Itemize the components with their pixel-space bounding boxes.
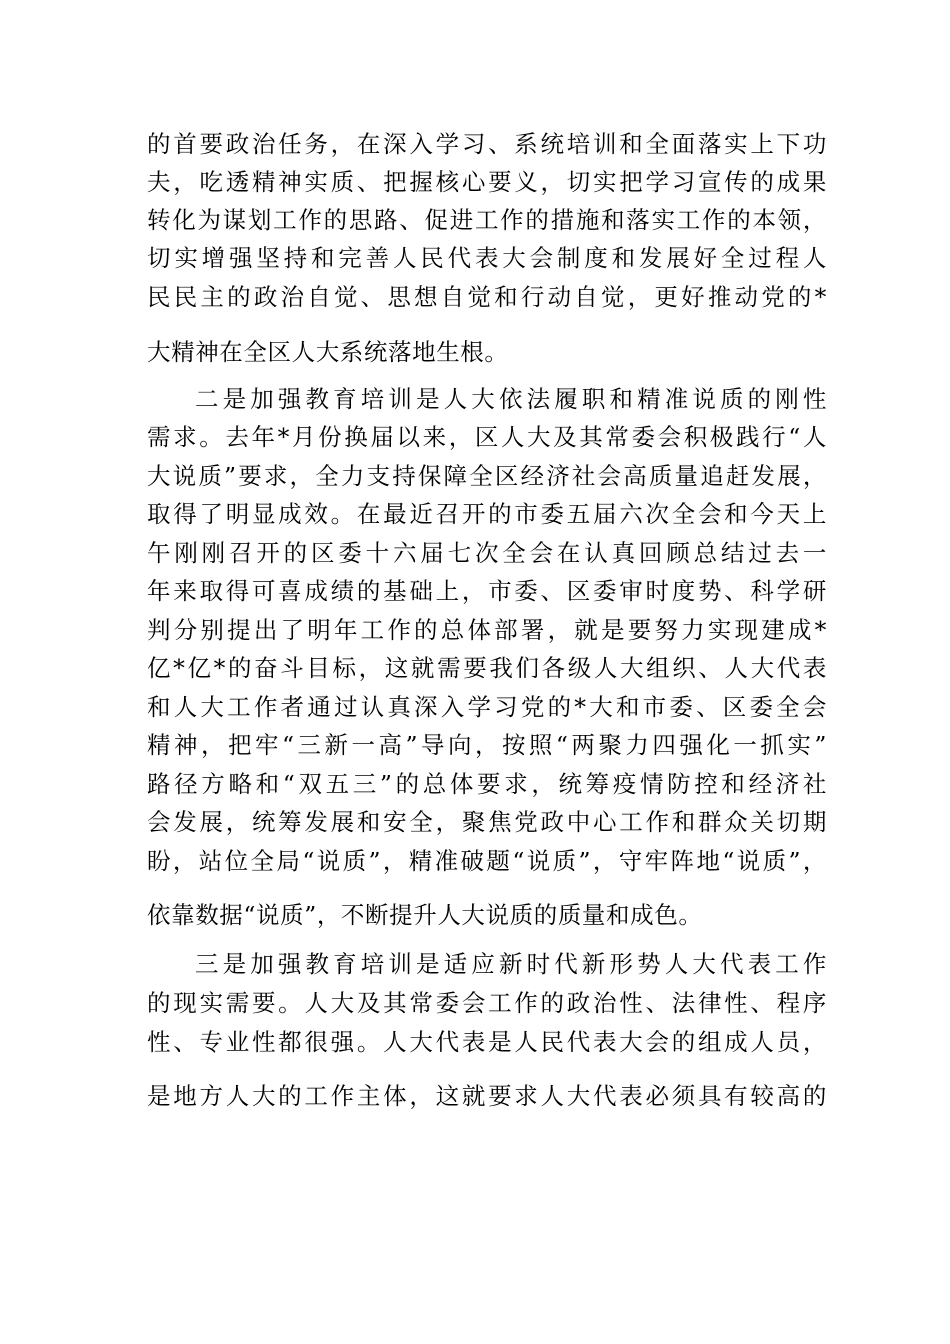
text-line: 大说质”要求，全力支持保障全区经济社会高质量追赶发展， bbox=[147, 462, 827, 490]
paragraph-first-line: 三是加强教育培训是适应新时代新形势人大代表工作 bbox=[195, 950, 827, 978]
text-line: 和人大工作者通过认真深入学习党的*大和市委、区委全会 bbox=[147, 693, 827, 721]
text-line: 大精神在全区人大系统落地生根。 bbox=[147, 338, 509, 366]
text-line: 的首要政治任务，在深入学习、系统培训和全面落实上下功 bbox=[147, 130, 827, 158]
text-line: 取得了明显成效。在最近召开的市委五届六次全会和今天上 bbox=[147, 500, 827, 528]
text-line: 切实增强坚持和完善人民代表大会制度和发展好全过程人 bbox=[147, 244, 827, 272]
text-line: 盼，站位全局“说质”，精准破题“说质”，守牢阵地“说质”， bbox=[147, 847, 827, 875]
paragraph-first-line: 二是加强教育培训是人大依法履职和精准说质的刚性 bbox=[195, 385, 827, 413]
text-line: 夫，吃透精神实质、把握核心要义，切实把学习宣传的成果 bbox=[147, 168, 827, 196]
text-line: 依靠数据“说质”，不断提升人大说质的质量和成色。 bbox=[147, 901, 703, 929]
text-line: 午刚刚召开的区委十六届七次全会在认真回顾总结过去一 bbox=[147, 539, 827, 567]
text-line: 民民主的政治自觉、思想自觉和行动自觉，更好推动党的* bbox=[147, 283, 827, 311]
text-line: 需求。去年*月份换届以来，区人大及其常委会积极践行“人 bbox=[147, 423, 827, 451]
text-line: 的现实需要。人大及其常委会工作的政治性、法律性、程序 bbox=[147, 989, 827, 1017]
text-line: 性、专业性都很强。人大代表是人民代表大会的组成人员， bbox=[147, 1028, 827, 1056]
text-line: 精神，把牢“三新一高”导向，按照“两聚力四强化一抓实” bbox=[147, 731, 827, 759]
text-line: 转化为谋划工作的思路、促进工作的措施和落实工作的本领， bbox=[147, 206, 827, 234]
text-line: 亿*亿*的奋斗目标，这就需要我们各级人大组织、人大代表 bbox=[147, 654, 827, 682]
text-line: 年来取得可喜成绩的基础上，市委、区委审时度势、科学研 bbox=[147, 577, 827, 605]
text-line: 判分别提出了明年工作的总体部署，就是要努力实现建成* bbox=[147, 616, 827, 644]
text-line: 会发展，统筹发展和安全，聚焦党政中心工作和群众关切期 bbox=[147, 808, 827, 836]
text-line: 路径方略和“双五三”的总体要求，统筹疫情防控和经济社 bbox=[147, 770, 827, 798]
text-line: 是地方人大的工作主体，这就要求人大代表必须具有较高的 bbox=[147, 1082, 827, 1110]
